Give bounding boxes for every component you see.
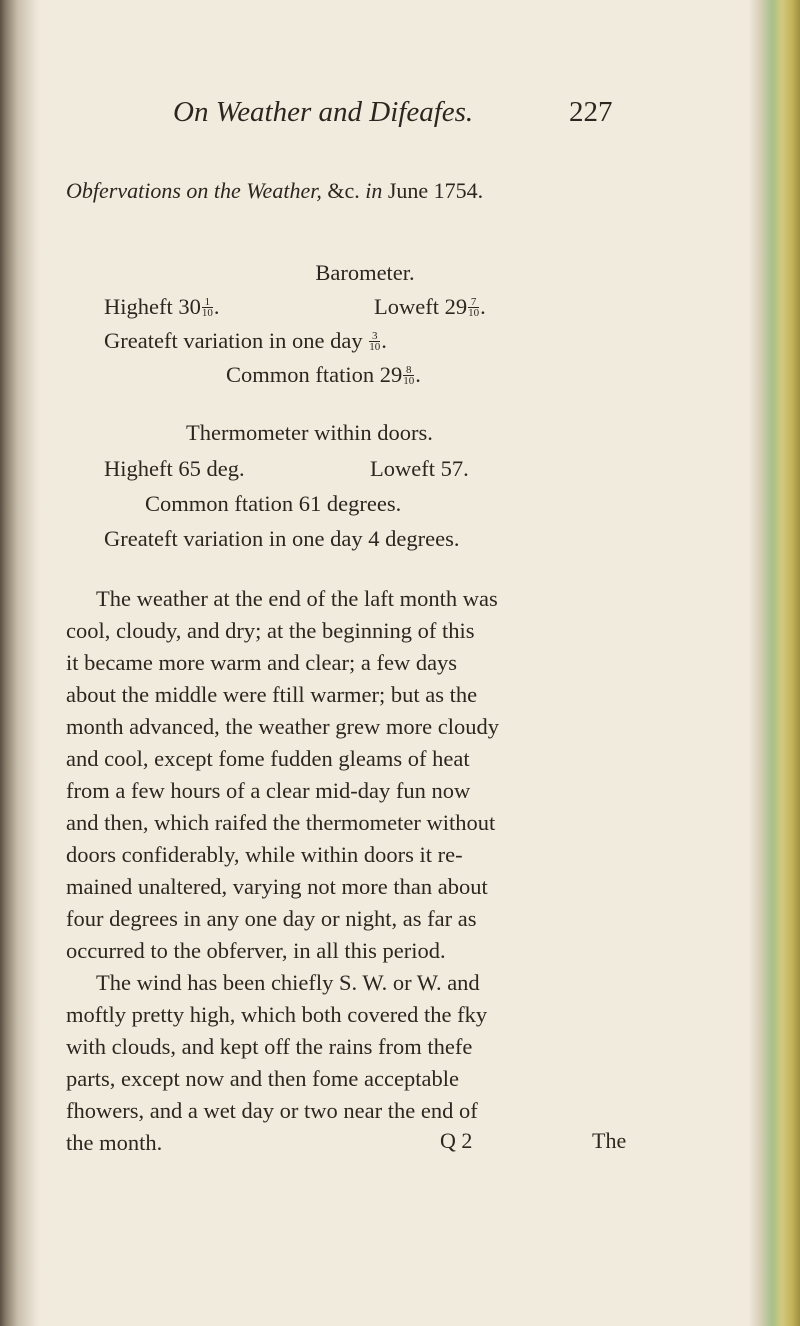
page-number: 227 [569, 96, 613, 128]
fraction: $\frac{7}{10}$ [468, 296, 480, 319]
catchword: The [592, 1128, 627, 1153]
thermometer-lowest: Loweft 57. [370, 456, 469, 481]
running-title: On Weather and Difeafes. [173, 96, 474, 128]
barometer-title: Barometer. [315, 260, 415, 285]
text-line: mained unaltered, varying not more than about [66, 874, 488, 899]
text-line: cool, cloudy, and dry; at the beginning of this [66, 618, 475, 643]
text-line: parts, except now and then fome acceptable [66, 1066, 459, 1091]
text-line: and then, which raifed the thermometer without [66, 810, 496, 835]
text-line: it became more warm and clear; a few days [66, 650, 458, 675]
text-line: occurred to the obferver, in all this period. [66, 938, 446, 963]
text-line: the month. [66, 1130, 163, 1155]
fraction: $\frac{3}{10}$ [369, 330, 381, 353]
fraction: $\frac{1}{10}$ [201, 296, 213, 319]
text-line: from a few hours of a clear mid-day fun now [66, 778, 471, 803]
barometer-highest: Higheft 30 $\frac{1}{10}$ . [104, 294, 220, 319]
barometer-station: Common ftation 29 $\frac{8}{10}$ . [226, 362, 421, 387]
section-heading [66, 178, 483, 204]
text-line: The wind has been chiefly S. W. or W. and [96, 970, 480, 995]
thermometer-highest: Higheft 65 deg. [104, 456, 245, 481]
heading-prefix: Obfervations on the Weather, [66, 178, 328, 203]
thermometer-variation: Greateft variation in one day 4 degrees. [104, 526, 460, 551]
thermometer-title: Thermometer within doors. [186, 420, 433, 445]
text-line: about the middle were ftill warmer; but as the [66, 682, 478, 707]
fraction: $\frac{8}{10}$ [403, 364, 415, 387]
page-edge [748, 0, 800, 1326]
barometer-variation: Greateft variation in one day $\frac{3}{10}$ . [104, 328, 387, 353]
heading-month: June 1754. [387, 178, 484, 203]
signature-mark: Q 2 [440, 1128, 473, 1153]
barometer-lowest: Loweft 29 $\frac{7}{10}$ . [374, 294, 486, 319]
page-header [165, 92, 625, 132]
binding-shadow [0, 0, 40, 1326]
heading-in: in [359, 178, 388, 203]
text-line: doors confiderably, while within doors it re- [66, 842, 463, 867]
thermometer-station: Common ftation 61 degrees. [145, 491, 402, 516]
text-line: moftly pretty high, which both covered the fky [66, 1002, 488, 1027]
text-line: with clouds, and kept off the rains from thefe [66, 1034, 473, 1059]
text-line: The weather at the end of the laft month was [96, 586, 498, 611]
heading-etc: &c. [327, 178, 360, 203]
text-line: and cool, except fome fudden gleams of heat [66, 746, 470, 771]
text-line: fhowers, and a wet day or two near the end of [66, 1098, 478, 1123]
text-line: month advanced, the weather grew more cloudy [66, 714, 499, 739]
text-line: four degrees in any one day or night, as far as [66, 906, 477, 931]
